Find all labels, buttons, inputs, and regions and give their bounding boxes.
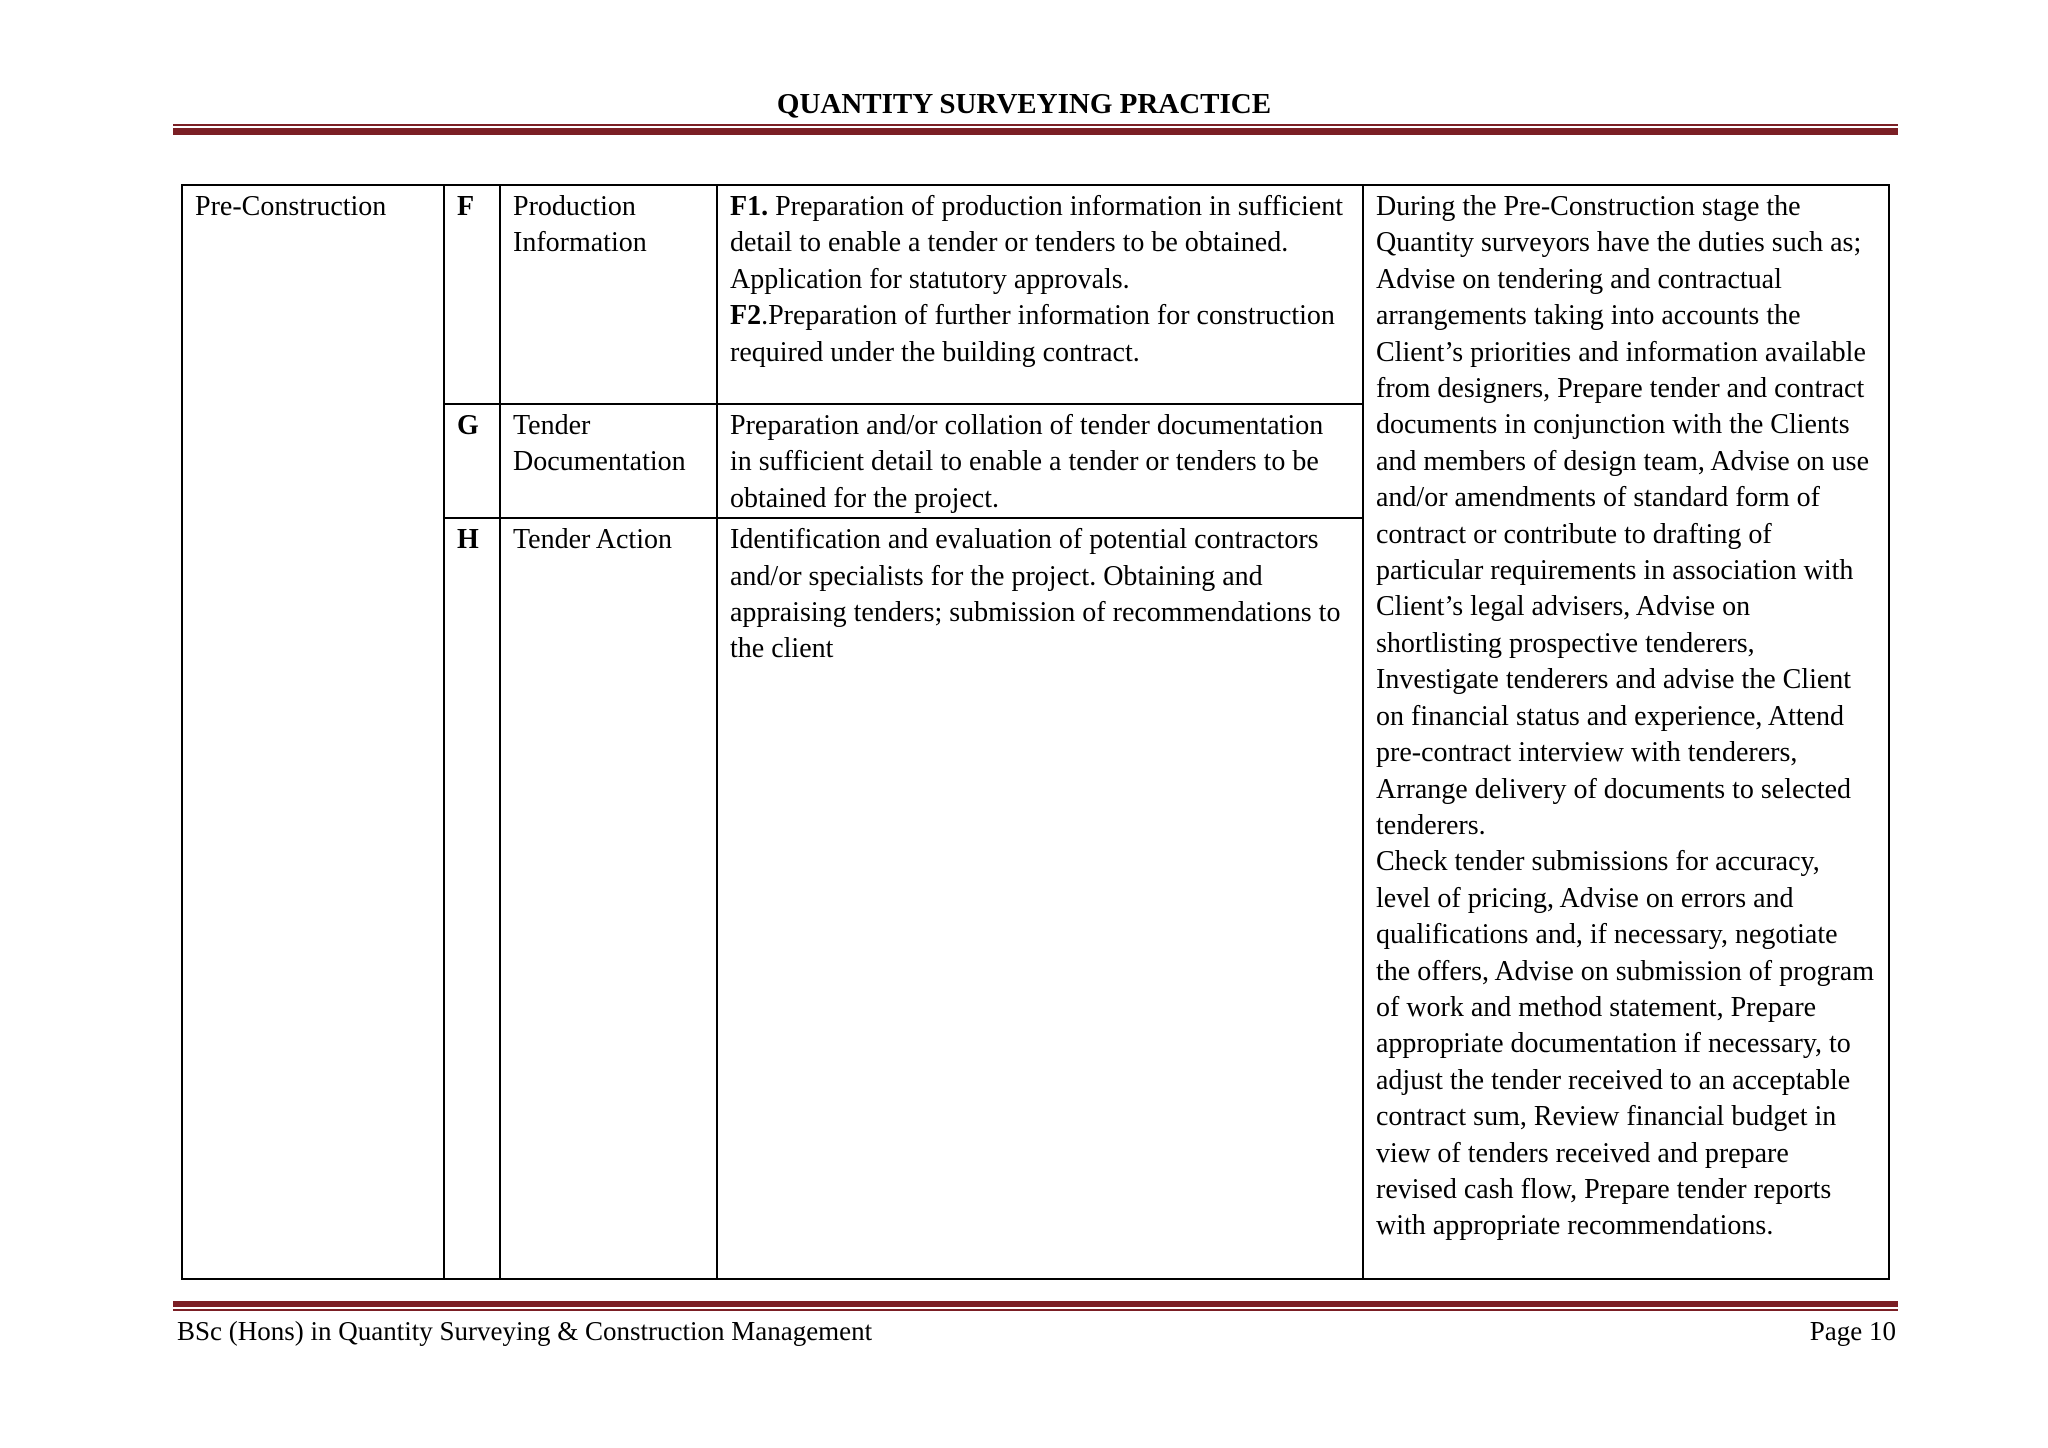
- tasks-cell: [717, 518, 1363, 1279]
- page-title: QUANTITY SURVEYING PRACTICE: [776, 88, 1272, 120]
- task-line: Identification and evaluation of potential contractors and/or specialists for the project. Obtaining and appraising tenders; submission of recommendations to the client: [730, 524, 1341, 665]
- footer-divider-thick: [173, 1301, 1898, 1307]
- task-line: Application for statutory approvals.: [730, 263, 1130, 295]
- stage-cell: Pre-Construction: [182, 185, 444, 1279]
- page-number: Page 10: [1809, 1316, 1896, 1346]
- qs-duties-paragraph: During the Pre-Construction stage the Quantity surveyors have the duties such as; Advise on tendering and contractual arrangements taking into accounts the Client’s priorities and information available from designers, Prepare tender and contract documents in conjunction with the Clients and members of design team, Advise on use and/or amendments of standard form of contract or contribute to drafting of particular requirements in association with Client’s legal advisers, Advise on shortlisting prospective tenderers, Investigate tenderers and advise the Client on financial status and experience, Attend pre-contract interview with tenderers, Arrange delivery of documents to selected tenderers.: [1376, 191, 1870, 841]
- footer-divider: [173, 1309, 1898, 1311]
- tasks-cell: [717, 185, 1363, 404]
- tasks-cell: [717, 404, 1363, 518]
- qs-duties-cell: [1363, 185, 1889, 1279]
- work-stages-table: [181, 184, 1890, 1280]
- task-line: F1. Preparation of production information in sufficient detail to enable a tender or tenders to be obtained.: [730, 191, 1344, 259]
- stage-letter: G: [444, 404, 500, 518]
- header-divider: [173, 124, 1898, 126]
- stage-letter: H: [444, 518, 500, 1279]
- stage-letter: F: [444, 185, 500, 404]
- task-line: F2.Preparation of further information for construction required under the building contract.: [730, 300, 1335, 368]
- footer-course-title: BSc (Hons) in Quantity Surveying & Construction Management: [177, 1316, 873, 1346]
- table-row: [182, 185, 1889, 404]
- task-line: Preparation and/or collation of tender documentation in sufficient detail to enable a tender or tenders to be obtained for the project.: [730, 410, 1324, 514]
- work-stage-name: Tender Action: [500, 518, 717, 1279]
- header-divider-thick: [173, 128, 1898, 135]
- qs-duties-paragraph: Check tender submissions for accuracy, level of pricing, Advise on errors and qualifications and, if necessary, negotiate the offers, Advise on submission of program of work and method statement, Prepare appropriate documentation if necessary, to adjust the tender received to an acceptable contract sum, Review financial budget in view of tenders received and prepare revised cash flow, Prepare tender reports with appropriate recommendations.: [1376, 846, 1874, 1242]
- work-stage-name: Production Information: [500, 185, 717, 404]
- work-stage-name: Tender Documentation: [500, 404, 717, 518]
